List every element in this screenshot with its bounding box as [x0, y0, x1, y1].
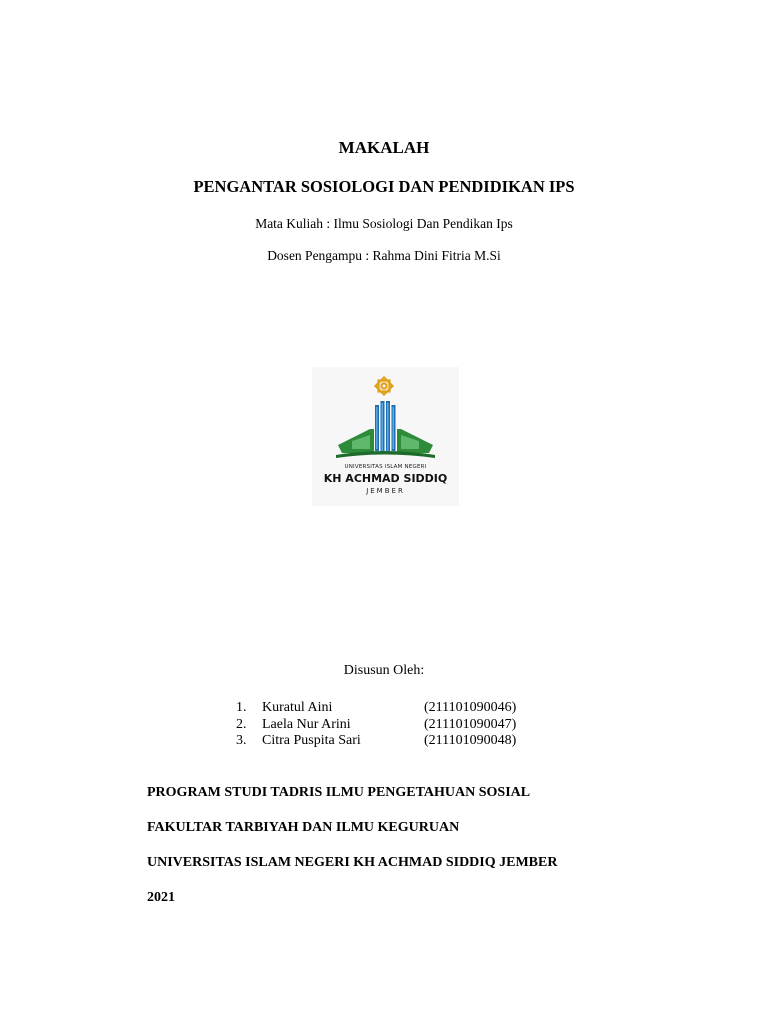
document-title: MAKALAH	[338, 138, 430, 157]
member-name: Laela Nur Arini	[262, 716, 351, 732]
logo-caption-city: JEMBER	[366, 487, 405, 495]
member-number: 2.	[236, 716, 247, 732]
document-subtitle: PENGANTAR SOSIOLOGI DAN PENDIDIKAN IPS	[193, 177, 575, 196]
member-number: 1.	[236, 700, 247, 715]
logo-caption-main: KH ACHMAD SIDDIQ	[323, 472, 448, 485]
member-name: Kuratul Aini	[262, 700, 333, 715]
university-logo	[312, 367, 459, 506]
university-emblem-icon	[312, 367, 459, 506]
member-name: Citra Puspita Sari	[262, 733, 361, 748]
year-line: 2021	[147, 890, 175, 905]
course-line: Mata Kuliah : Ilmu Sosiologi Dan Pendikan Ips	[255, 216, 513, 231]
member-id: (211101090047)	[424, 716, 517, 732]
authors-heading: Disusun Oleh:	[343, 663, 425, 678]
member-number: 3.	[236, 733, 247, 748]
lecturer-line: Dosen Pengampu : Rahma Dini Fitria M.Si	[267, 248, 501, 263]
faculty-line: FAKULTAR TARBIYAH DAN ILMU KEGURUAN	[147, 820, 460, 835]
program-line: PROGRAM STUDI TADRIS ILMU PENGETAHUAN SOSIAL	[147, 785, 531, 800]
logo-caption-top: UNIVERSITAS ISLAM NEGERI	[344, 464, 427, 470]
member-id: (211101090048)	[424, 733, 517, 748]
member-id: (211101090046)	[424, 700, 517, 715]
university-line: UNIVERSITAS ISLAM NEGERI KH ACHMAD SIDDIQ JEMBER	[147, 855, 558, 870]
